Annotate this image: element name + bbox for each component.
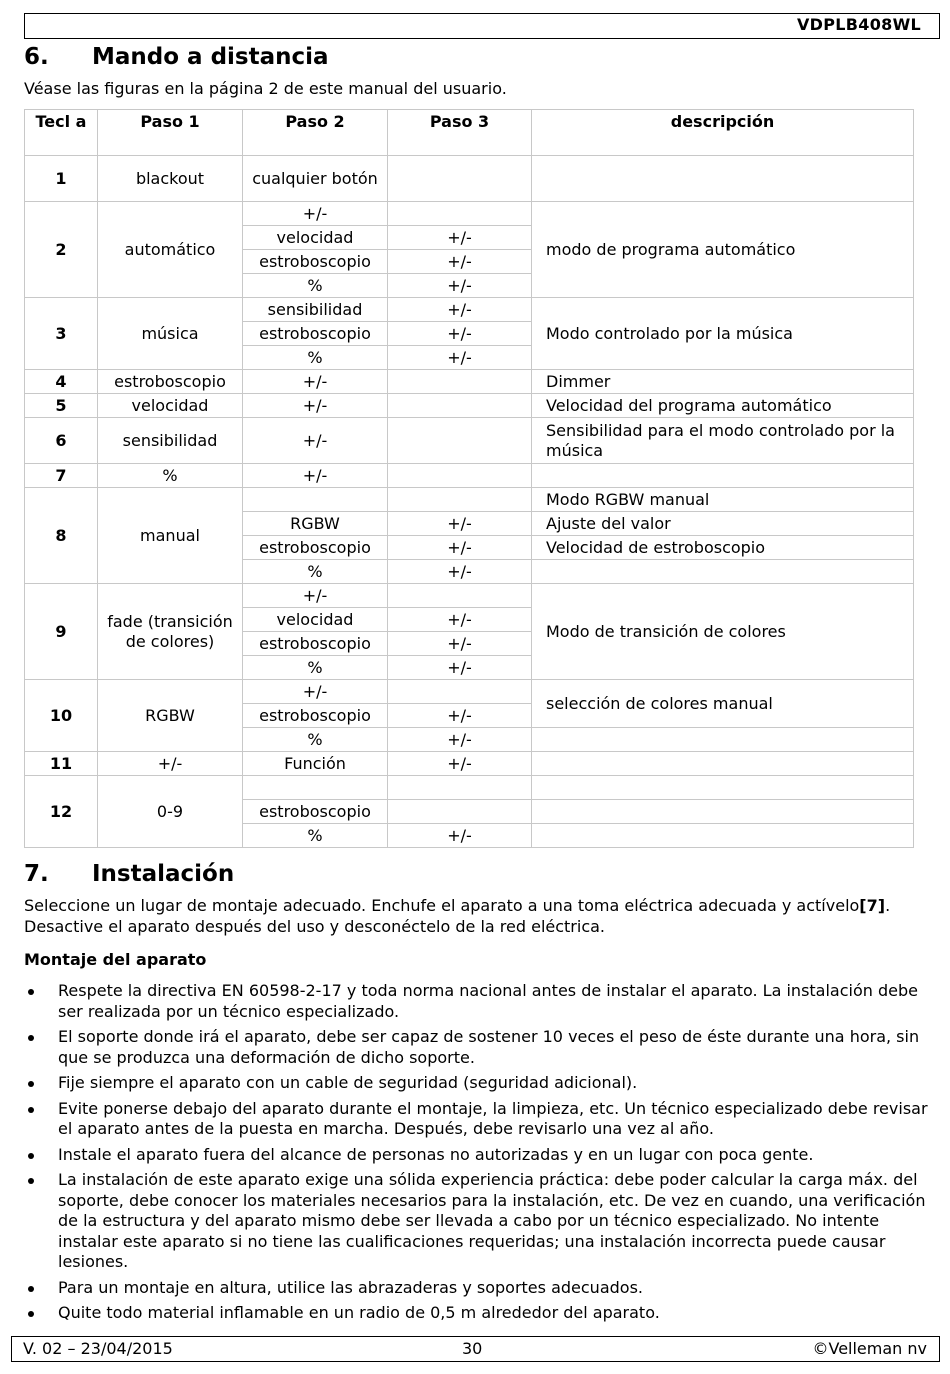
table-row (25, 680, 914, 704)
table-row (25, 752, 914, 776)
table-cell: +/- (388, 632, 532, 656)
table-row (25, 370, 914, 394)
table-cell: +/- (388, 752, 532, 776)
list-item-text: Respete la directiva EN 60598-2-17 y toda norma nacional antes de instalar el aparato. La instalación debe ser realizada por un técnico especializado. (58, 981, 918, 1021)
table-cell: +/- (388, 512, 532, 536)
list-item (24, 1073, 929, 1094)
description-cell (532, 728, 914, 752)
table-cell: estroboscopio (243, 322, 388, 346)
section-title: Instalación (92, 861, 235, 887)
description-cell: Velocidad del programa automático (532, 394, 914, 418)
bullet-icon (28, 989, 34, 995)
table-cell: % (243, 728, 388, 752)
table-cell: Función (243, 752, 388, 776)
description-cell: Modo controlado por la música (532, 298, 914, 370)
key-cell: 10 (25, 680, 98, 752)
description-cell: Velocidad de estroboscopio (532, 536, 914, 560)
section-title: Mando a distancia (92, 44, 329, 70)
table-cell: RGBW (98, 680, 243, 752)
table-cell: +/- (388, 250, 532, 274)
table-row (25, 418, 914, 464)
bullet-icon (28, 1311, 34, 1317)
header-cell: Paso 3 (388, 110, 532, 156)
description-cell: Modo de transición de colores (532, 584, 914, 680)
bullet-icon (28, 1286, 34, 1292)
paragraph-text: . Desactive el aparato después del uso y desconéctelo de la red eléctrica. (24, 896, 891, 936)
table-cell: % (243, 656, 388, 680)
table-cell: % (243, 824, 388, 848)
table-cell (388, 394, 532, 418)
page-number: 30 (462, 1339, 483, 1358)
table-cell: % (243, 274, 388, 298)
description-cell (532, 560, 914, 584)
table-row (25, 202, 914, 226)
list-item (24, 1303, 929, 1324)
section-6-intro: Véase las figuras en la página 2 de este manual del usuario. (24, 79, 507, 98)
list-item (24, 1170, 929, 1273)
table-cell: +/- (388, 560, 532, 584)
table-cell: 0-9 (98, 776, 243, 848)
remote-control-table (24, 109, 914, 848)
description-cell: Sensibilidad para el modo controlado por la música (532, 418, 914, 464)
table-cell: % (243, 560, 388, 584)
table-row (25, 776, 914, 800)
key-cell: 2 (25, 202, 98, 298)
list-item (24, 1027, 929, 1068)
table-cell: +/- (388, 824, 532, 848)
table-cell (532, 156, 914, 202)
table-cell: velocidad (243, 226, 388, 250)
table-row (25, 394, 914, 418)
table-cell: +/- (388, 536, 532, 560)
table-cell: velocidad (243, 608, 388, 632)
description-cell: Ajuste del valor (532, 512, 914, 536)
table-cell (388, 156, 532, 202)
installation-paragraph (24, 895, 924, 937)
description-cell (532, 752, 914, 776)
description-cell (532, 824, 914, 848)
version-date: V. 02 – 23/04/2015 (23, 1339, 173, 1358)
table-cell: sensibilidad (243, 298, 388, 322)
table-cell: manual (98, 488, 243, 584)
description-cell (532, 464, 914, 488)
table-cell: automático (98, 202, 243, 298)
description-cell: modo de programa automático (532, 202, 914, 298)
table-cell: +/- (243, 370, 388, 394)
table-cell (388, 584, 532, 608)
table-cell: estroboscopio (243, 632, 388, 656)
table-cell: +/- (388, 322, 532, 346)
list-item-text: Fije siempre el aparato con un cable de seguridad (seguridad adicional). (58, 1073, 638, 1092)
key-cell: 3 (25, 298, 98, 370)
table-cell: estroboscopio (243, 704, 388, 728)
table-cell: +/- (388, 728, 532, 752)
header-cell: Tecl a (25, 110, 98, 156)
bullet-icon (28, 1178, 34, 1184)
list-item-text: Evite ponerse debajo del aparato durante el montaje, la limpieza, etc. Un técnico especializado debe revisar el aparato antes de la puesta en marcha. Después, debe revisarlo una vez al año. (58, 1098, 928, 1138)
table-cell (388, 202, 532, 226)
list-item (24, 1099, 929, 1140)
table-cell: +/- (243, 584, 388, 608)
section-6-heading (24, 44, 329, 70)
table-cell: +/- (243, 680, 388, 704)
table-cell (388, 464, 532, 488)
key-cell: 4 (25, 370, 98, 394)
table-cell: cualquier botón (243, 156, 388, 202)
list-item (24, 1278, 929, 1299)
table-cell: +/- (98, 752, 243, 776)
table-row (25, 584, 914, 608)
figure-reference: [7] (859, 896, 886, 915)
table-cell: +/- (388, 608, 532, 632)
table-cell: +/- (388, 346, 532, 370)
paragraph-text: Seleccione un lugar de montaje adecuado. Enchufe el aparato a una toma eléctrica adecuada y actívelo (24, 896, 860, 915)
description-cell: selección de colores manual (532, 680, 914, 728)
bullet-icon (28, 1153, 34, 1159)
table-cell (388, 800, 532, 824)
table-cell: +/- (243, 394, 388, 418)
header-cell: Paso 1 (98, 110, 243, 156)
description-cell (532, 800, 914, 824)
model-name: VDPLB408WL (796, 15, 922, 34)
mounting-subheading: Montaje del aparato (24, 950, 207, 969)
table-row (25, 156, 914, 202)
key-cell: 9 (25, 584, 98, 680)
bullet-icon (28, 1035, 34, 1041)
table-cell: +/- (388, 656, 532, 680)
table-cell: +/- (243, 464, 388, 488)
bullet-icon (28, 1107, 34, 1113)
page-footer (11, 1336, 940, 1362)
list-item (24, 981, 929, 1022)
page-header (24, 13, 940, 39)
table-cell: velocidad (98, 394, 243, 418)
table-cell: +/- (243, 202, 388, 226)
table-cell: RGBW (243, 512, 388, 536)
section-number: 7. (24, 861, 49, 887)
key-cell: 1 (25, 156, 98, 202)
section-7-heading (24, 861, 234, 887)
table-cell: estroboscopio (243, 536, 388, 560)
copyright: ©Velleman nv (812, 1339, 927, 1358)
list-item-text: Para un montaje en altura, utilice las abrazaderas y soportes adecuados. (58, 1277, 643, 1297)
list-item-text: La instalación de este aparato exige una sólida experiencia práctica: debe poder calcular la carga máx. del soporte, debe conocer los materiales necesarios para la instalación, etc. De vez en cuando, una verificación de la estructura y del aparato mismo debe ser llevada a cabo por un técnico especializado. No intente instalar este aparato si no tiene las cualificaciones requeridas; una instalación incorrecta puede causar lesiones. (58, 1170, 926, 1271)
list-item-text: Quite todo material inflamable en un radio de 0,5 m alrededor del aparato. (58, 1303, 660, 1322)
table-cell: % (243, 346, 388, 370)
table-cell: +/- (388, 274, 532, 298)
table-cell: estroboscopio (243, 250, 388, 274)
header-cell: Paso 2 (243, 110, 388, 156)
table-cell: fade (transición de colores) (98, 584, 243, 680)
table-cell (243, 776, 388, 800)
table-cell (388, 680, 532, 704)
description-cell (532, 776, 914, 800)
key-cell: 12 (25, 776, 98, 848)
table-cell: % (98, 464, 243, 488)
table-cell: +/- (388, 226, 532, 250)
key-cell: 7 (25, 464, 98, 488)
table-cell: +/- (388, 298, 532, 322)
description-cell: Dimmer (532, 370, 914, 394)
table-cell: estroboscopio (243, 800, 388, 824)
bullet-icon (28, 1081, 34, 1087)
header-cell: descripción (532, 110, 914, 156)
table-row (25, 464, 914, 488)
table-cell (388, 776, 532, 800)
list-item-text: Instale el aparato fuera del alcance de personas no autorizadas y en un lugar con poca gente. (58, 1144, 814, 1164)
table-cell: música (98, 298, 243, 370)
table-cell: +/- (243, 418, 388, 464)
table-cell: sensibilidad (98, 418, 243, 464)
section-number: 6. (24, 44, 49, 70)
table-cell (388, 370, 532, 394)
table-cell: estroboscopio (98, 370, 243, 394)
key-cell: 11 (25, 752, 98, 776)
list-item-text: El soporte donde irá el aparato, debe ser capaz de sostener 10 veces el peso de éste durante una hora, sin que se produzca una deformación de dicho soporte. (58, 1027, 920, 1067)
list-item (24, 1145, 929, 1166)
table-cell: blackout (98, 156, 243, 202)
key-cell: 8 (25, 488, 98, 584)
table-cell (243, 488, 388, 512)
key-cell: 6 (25, 418, 98, 464)
table-cell (388, 418, 532, 464)
table-row (25, 298, 914, 322)
key-cell: 5 (25, 394, 98, 418)
mounting-bullet-list (24, 981, 929, 1329)
table-cell: +/- (388, 704, 532, 728)
table-row (25, 488, 914, 512)
table-header-row (25, 110, 914, 156)
description-cell: Modo RGBW manual (532, 488, 914, 512)
table-cell (388, 488, 532, 512)
